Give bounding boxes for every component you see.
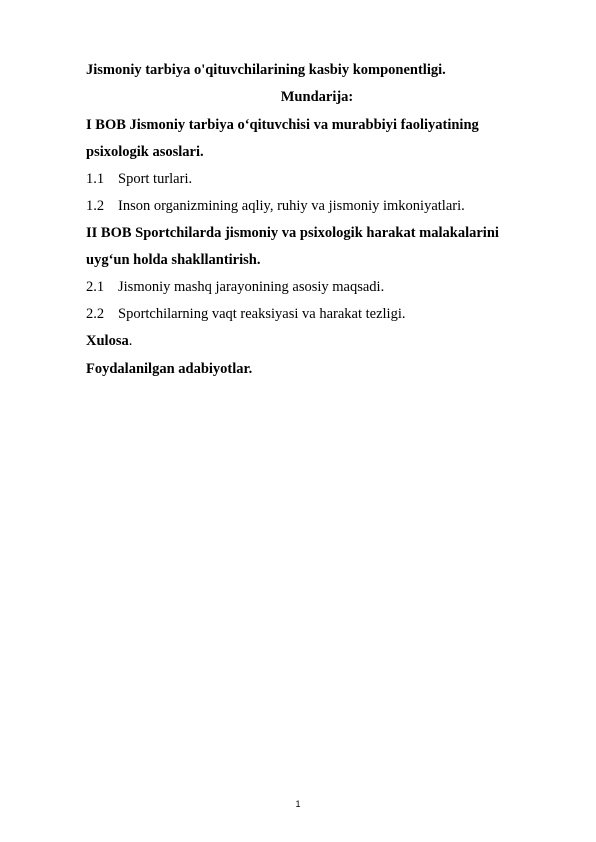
conclusion-dot: .	[128, 333, 133, 349]
toc-item	[86, 170, 192, 188]
references-heading: Foydalanilgan adabiyotlar.	[86, 361, 253, 377]
toc-item-number: 1.1	[86, 171, 105, 187]
page-number: 1	[295, 799, 301, 809]
chapter-1-heading-line-1: I BOB Jismoniy tarbiya o‘qituvchisi va murabbiyi faoliyatining	[86, 117, 479, 133]
toc-item	[86, 305, 406, 323]
toc-item	[86, 278, 384, 296]
toc-item-number: 2.1	[86, 279, 105, 295]
toc-item-text: Inson organizmining aqliy, ruhiy va jismoniy imkoniyatlari.	[118, 198, 465, 214]
toc-item	[86, 197, 465, 215]
toc-item-text: Sport turlari.	[118, 171, 193, 187]
chapter-2-heading-line-1: II BOB Sportchilarda jismoniy va psixologik harakat malakalarini	[86, 225, 499, 241]
document-title: Jismoniy tarbiya o'qituvchilarining kasbiy komponentligi.	[86, 62, 446, 78]
toc-item-number: 2.2	[86, 306, 105, 322]
toc-item-text: Sportchilarning vaqt reaksiyasi va harakat tezligi.	[118, 306, 406, 322]
toc-heading: Mundarija:	[280, 89, 354, 105]
toc-item-number: 1.2	[86, 198, 105, 214]
toc-item-text: Jismoniy mashq jarayonining asosiy maqsadi.	[118, 279, 385, 295]
conclusion-label: Xulosa	[86, 333, 129, 349]
chapter-2-heading-line-2: uyg‘un holda shakllantirish.	[86, 252, 261, 268]
chapter-1-heading-line-2: psixologik asoslari.	[86, 144, 204, 160]
conclusion-heading	[86, 332, 132, 350]
